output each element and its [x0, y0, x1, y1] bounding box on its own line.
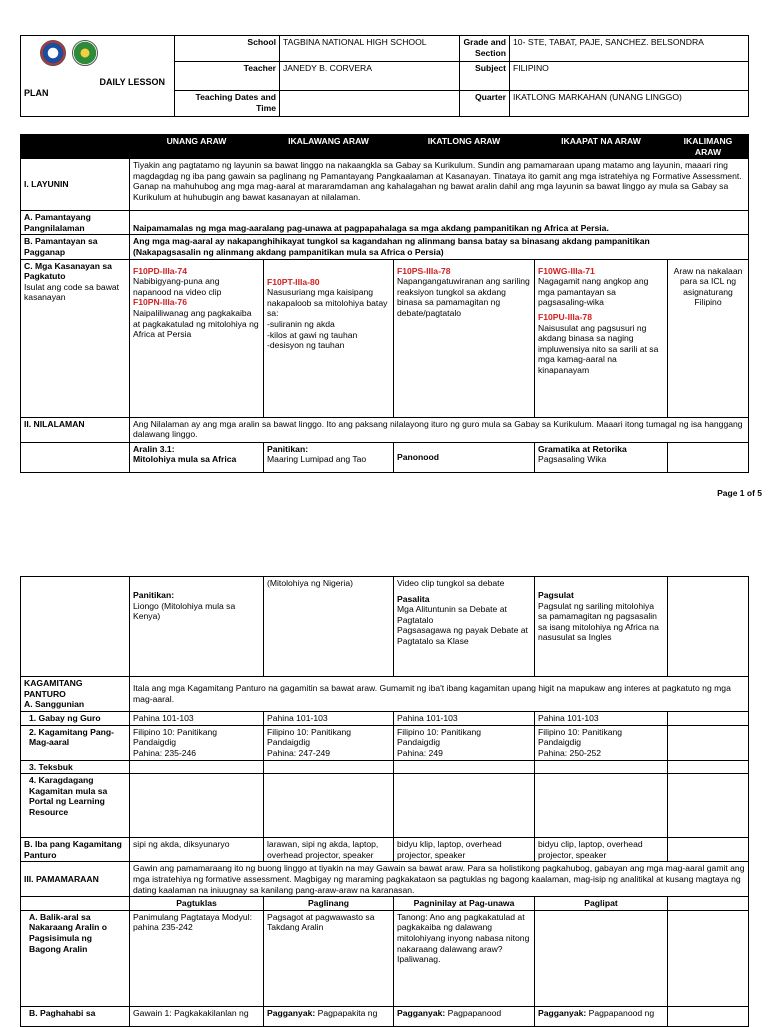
- layunin-text: Tiyakin ang pagtatamo ng layunin sa bawat linggo na nakaangkla sa Gabay sa Kurikulum. Sundin ang pamamaraan upang matamo ang layunin, maaari ring magdagdag ng iba pang gawain sa paglinang ng Pamantayang Pangkaalaman at Kasanayan. Tinataya ito gamit ang mga istratehiya ng Formative Assessment. Ganap na mahuhubog ang mga mag-aaral at mararamdaman ang kahalagahan ng bawat aralin dahil ang mga layunin sa bawat linggo ay mula sa Gabay sa Kurikulum at huhubugin ang bawat kasanayan at nilalaman.: [130, 159, 749, 211]
- kasanayan-text: Naisusulat ang pagsusuri ng akdang binasa sa naging impluwensiya nito sa sarili at sa mga kamag-aaral na kinapanayam: [538, 322, 659, 375]
- title-line2: PLAN: [24, 88, 49, 98]
- day-header: UNANG ARAW: [130, 135, 264, 159]
- paghahabi-text: Pagpapanood ng: [586, 1007, 655, 1018]
- phase-header: Paglipat: [535, 897, 668, 911]
- grade-value: 10- STE, TABAT, PAJE, SANCHEZ. BELSONDRA: [510, 36, 749, 62]
- phase-blank: [21, 897, 130, 911]
- kasanayan-item: -suliranin ng akda: [267, 318, 335, 329]
- day-header: IKAAPAT NA ARAW: [535, 135, 668, 159]
- quarter-value: IKATLONG MARKAHAN (UNANG LINGGO): [510, 91, 749, 117]
- balik-day1: Panimulang Pagtataya Modyul: pahina 235-242: [130, 910, 264, 1006]
- balik-day3: Tanong: Ano ang pagkakatulad at pagkakaiba ng dalawang mitolohiyang inyong nabasa nitong nakaraang dalawang araw? Ipaliwanag.: [394, 910, 535, 1006]
- kasanayan-text: Araw na nakalaan para sa ICL ng asignaturang Filipino: [673, 265, 743, 308]
- ibapang-value: sipi ng akda, diksyunaryo: [130, 838, 264, 862]
- kagamitan-label-text: KAGAMITANG PANTURO: [24, 678, 83, 699]
- paghahabi-day4: [535, 1006, 668, 1026]
- pagganap-label: B. Pamantayan sa Pagganap: [21, 235, 130, 259]
- kagpang-line: Pandaigdig: [538, 737, 582, 748]
- gabay-value: Pahina 101-103: [130, 712, 264, 726]
- nilalaman-day1: [130, 442, 264, 472]
- nilalaman-item: Aralin 3.1:: [133, 443, 175, 454]
- phase-blank: [668, 897, 749, 911]
- karagdagang-cell: [130, 774, 264, 838]
- cont-item: Pagsulat: [538, 590, 574, 600]
- dates-label: Teaching Dates and Time: [175, 91, 280, 117]
- cont-item: Video clip tungkol sa debate: [397, 578, 505, 588]
- balik-day2: Pagsagot at pagwawasto sa Takdang Aralin: [264, 910, 394, 1006]
- nilalaman-item: Maaring Lumipad ang Tao: [267, 454, 367, 465]
- cont-day3: [394, 577, 535, 677]
- nilalaman-blank: [21, 442, 130, 472]
- teksbuk-cell: [394, 760, 535, 774]
- nilalaman-day3: Panonood: [394, 442, 535, 472]
- gabay-value-blank: [668, 712, 749, 726]
- kasanayan-code: F10PS-IIIa-78: [397, 265, 451, 276]
- kagpang-line: Filipino 10: Panitikang: [267, 726, 352, 737]
- sanggunian-label: A. Sanggunian: [24, 699, 85, 710]
- kasanayan-code: F10PD-IIIa-74: [133, 265, 187, 276]
- pagganap-text2: (Nakapagsasalin ng alinmang akdang pampanitikan mula sa Africa o Persia): [133, 246, 444, 257]
- subject-label: Subject: [460, 62, 510, 91]
- kagamitan-text: Itala ang mga Kagamitang Panturo na gagamitin sa bawat araw. Gumamit ng iba't ibang kagamitan upang higit na mapukaw ang interes at pagkatuto ng mga mag-aaral.: [130, 677, 749, 712]
- kagpang-blank: [668, 725, 749, 760]
- kasanayan-day3: [394, 259, 535, 417]
- subject-value: FILIPINO: [510, 62, 749, 91]
- page-one: [0, 0, 768, 510]
- ibapang-value: bidyu clip, laptop, overhead projector, speaker: [535, 838, 668, 862]
- teacher-value: JANEDY B. CORVERA: [280, 62, 460, 91]
- paghahabi-day3: [394, 1006, 535, 1026]
- gabay-value: Pahina 101-103: [394, 712, 535, 726]
- nilalaman-day5: [668, 442, 749, 472]
- school-label: School: [175, 36, 280, 62]
- ibapang-value: larawan, sipi ng akda, laptop, overhead projector, speaker: [264, 838, 394, 862]
- kasanayan-note: Isulat ang code sa bawat kasanayan: [24, 281, 120, 303]
- dates-value: [280, 91, 460, 117]
- balik-day4: [535, 910, 668, 1006]
- balik-label: A. Balik-aral sa Nakaraang Aralin o Pagsisimula ng Bagong Aralin: [21, 910, 130, 1006]
- ibapang-blank: [668, 838, 749, 862]
- kasanayan-code: F10PT-IIIa-80: [267, 276, 320, 287]
- paghahabi-text: Pagpapakita ng: [315, 1007, 378, 1018]
- cont-day2: (Mitolohiya ng Nigeria): [264, 577, 394, 677]
- paghahabi-day1: Gawain 1: Pagkakakilanlan ng: [130, 1006, 264, 1026]
- kasanayan-label-cell: [21, 259, 130, 417]
- teksbuk-cell: [668, 760, 749, 774]
- nilalaman-item: Panitikan:: [267, 443, 309, 454]
- pagganap-text1: Ang mga mag-aaral ay nakapanghihikayat tungkol sa kagandahan ng alinmang bansa batay sa binasang akdang pampanitikan: [133, 236, 650, 247]
- cont-item: Pagsasagawa ng payak Debate at Pagtatalo sa Klase: [397, 625, 528, 646]
- page-number: Page 1 of 5: [717, 488, 762, 498]
- nilalaman-text: Ang Nilalaman ay ang mga aralin sa bawat linggo. Ito ang paksang nilalayong ituro ng guro mula sa Gabay sa Kurikulum. Maaari itong tumagal ng isa hanggang dalawang linggo.: [130, 417, 749, 442]
- kagpang-label: 2. Kagamitang Pang-Mag-aaral: [21, 725, 130, 760]
- kagpang-page: Pahina: 249: [397, 747, 443, 758]
- cont-item: Liongo (Mitolohiya mula sa Kenya): [133, 600, 236, 622]
- kasanayan-code: F10PN-IIIa-76: [133, 297, 187, 308]
- karagdagang-cell: [394, 774, 535, 838]
- kagpang-value: [264, 725, 394, 760]
- kasanayan-day5: [668, 259, 749, 417]
- cont-day5: [668, 577, 749, 677]
- quarter-label: Quarter: [460, 91, 510, 117]
- cont-blank: [21, 577, 130, 677]
- kagpang-line: Pandaigdig: [133, 737, 177, 748]
- nilalaman-day2: [264, 442, 394, 472]
- kagpang-line: Filipino 10: Panitikang: [538, 726, 623, 737]
- paghahabi-label: B. Paghahabi sa: [21, 1006, 130, 1026]
- grade-label: Grade and Section: [460, 36, 510, 62]
- day-header: IKALAWANG ARAW: [264, 135, 394, 159]
- kagpang-value: [535, 725, 668, 760]
- paghahabi-day2: [264, 1006, 394, 1026]
- cont-day4: [535, 577, 668, 677]
- kasanayan-text: Napangangatuwiranan ang sariling reaksiyon tungkol sa akdang binasa sa pamamagitan ng debate/pagtatalo: [397, 276, 530, 318]
- lesson-plan-title-cell: [21, 36, 175, 117]
- kasanayan-text: Naipaliliwanag ang pagkakaiba at pagkakatulad ng mitolohiya ng Africa at Persia: [133, 307, 259, 340]
- kagpang-line: Pandaigdig: [267, 737, 311, 748]
- kasanayan-label: C. Mga Kasanayan sa Pagkatuto: [24, 260, 112, 282]
- nilalaman-item: Mitolohiya mula sa Africa: [133, 454, 237, 465]
- paghahabi-tag: Pagganyak:: [538, 1007, 587, 1018]
- kagpang-line: Filipino 10: Panitikang: [397, 726, 482, 737]
- phase-header: Pagninilay at Pag-unawa: [394, 897, 535, 911]
- paghahabi-text: Pagpapanood: [445, 1007, 502, 1018]
- teksbuk-cell: [535, 760, 668, 774]
- nilalaman-item: Gramatika at Retorika: [538, 443, 627, 454]
- pagganap-cell: [130, 235, 749, 259]
- kasanayan-text: Nabibigyang-puna ang napanood na video clip: [133, 276, 222, 297]
- kagamitan-label: [21, 677, 130, 712]
- cont-item: Pagsulat ng sariling mitolohiya sa pamamagitan ng pagsasalin sa isang mitolohiya ng Africa na nasusulat sa Ingles: [538, 600, 659, 643]
- kasanayan-day1: [130, 259, 264, 417]
- gabay-value: Pahina 101-103: [535, 712, 668, 726]
- paghahabi-tag: Pagganyak:: [267, 1007, 316, 1018]
- nilalaman-item: Pagsasaling Wika: [538, 454, 607, 465]
- day-header: IKATLONG ARAW: [394, 135, 535, 159]
- kagpang-value: [130, 725, 264, 760]
- karagdagang-cell: [264, 774, 394, 838]
- kagpang-page: Pahina: 235-246: [133, 747, 197, 758]
- phase-header: Pagtuklas: [130, 897, 264, 911]
- header-table: [20, 35, 749, 117]
- pamamaraan-text: Gawin ang pamamaraang ito ng buong linggo at tiyakin na may Gawain sa bawat araw. Para sa holistikong pagkahubog, gabayan ang mga mag-aaral gamit ang mga istratehiya ng formative assessment. Magbigay ng maraming pagkakataon sa pagtuklas ng bagong kaalaman, mag-isip ng analitikal at kusang magtaya ng dating kaalaman na iniuugnay sa kanilang pang-araw-araw na karanasan.: [130, 862, 749, 897]
- kasanayan-day4: [535, 259, 668, 417]
- days-header-blank: [21, 135, 130, 159]
- kasanayan-code: F10WG-IIIa-71: [538, 265, 595, 276]
- ibapang-value: bidyu klip, laptop, overhead projector, speaker: [394, 838, 535, 862]
- kasanayan-item: -desisyon ng tauhan: [267, 340, 345, 351]
- page-gap: [0, 510, 768, 576]
- kasanayan-day2: [264, 259, 394, 417]
- teksbuk-cell: [130, 760, 264, 774]
- kagpang-value: [394, 725, 535, 760]
- kagpang-line: Filipino 10: Panitikang: [133, 726, 218, 737]
- phase-header: Paglinang: [264, 897, 394, 911]
- ibapang-label: B. Iba pang Kagamitang Panturo: [21, 838, 130, 862]
- teksbuk-cell: [264, 760, 394, 774]
- kasanayan-text: Nagagamit nang angkop ang mga pamantayan sa pagsasaling-wika: [538, 276, 649, 308]
- page-two: [0, 576, 768, 1024]
- pangnilalaman-label: A. Pamantayang Pangnilalaman: [21, 211, 130, 235]
- day-header: IKALIMANG ARAW: [668, 135, 749, 159]
- cont-day1: [130, 577, 264, 677]
- gabay-value: Pahina 101-103: [264, 712, 394, 726]
- teacher-label: Teacher: [175, 62, 280, 91]
- nilalaman-day4: [535, 442, 668, 472]
- pamamaraan-label: III. PAMAMARAAN: [21, 862, 130, 897]
- karagdagang-cell: [535, 774, 668, 838]
- kasanayan-text: Nasusuriang mga kaisipang nakapaloob sa mitolohiya batay sa:: [267, 287, 388, 319]
- balik-day5: [668, 910, 749, 1006]
- kasanayan-item: -kilos at gawi ng tauhan: [267, 329, 358, 340]
- cont-item: Panitikan:: [133, 590, 175, 600]
- main-table-page2: [20, 576, 749, 1027]
- pangnilalaman-text: Naipamamalas ng mga mag-aaralang pag-unawa at pagpapahalaga sa mga akdang pampanitikan ng Africa at Persia.: [130, 211, 749, 235]
- kagpang-line: Pandaigdig: [397, 737, 441, 748]
- kasanayan-code: F10PU-IIIa-78: [538, 311, 592, 322]
- kagpang-page: Pahina: 247-249: [267, 747, 331, 758]
- main-table-page1: [20, 134, 749, 473]
- cont-item: Pasalita: [397, 593, 430, 604]
- karagdagang-label: 4. Karagdagang Kagamitan mula sa Portal ng Learning Resource: [21, 774, 130, 838]
- gabay-label: 1. Gabay ng Guro: [21, 712, 130, 726]
- kagpang-page: Pahina: 250-252: [538, 747, 602, 758]
- paghahabi-day5: [668, 1006, 749, 1026]
- paghahabi-tag: Pagganyak:: [397, 1007, 446, 1018]
- cont-item: Mga Alituntunin sa Debate at Pagtatalo: [397, 604, 507, 625]
- teksbuk-label: 3. Teksbuk: [21, 760, 130, 774]
- school-value: TAGBINA NATIONAL HIGH SCHOOL: [280, 36, 460, 62]
- karagdagang-cell: [668, 774, 749, 838]
- title-line1: DAILY LESSON: [99, 77, 165, 88]
- nilalaman-label: II. NILALAMAN: [21, 417, 130, 442]
- layunin-label: I. LAYUNIN: [21, 159, 130, 211]
